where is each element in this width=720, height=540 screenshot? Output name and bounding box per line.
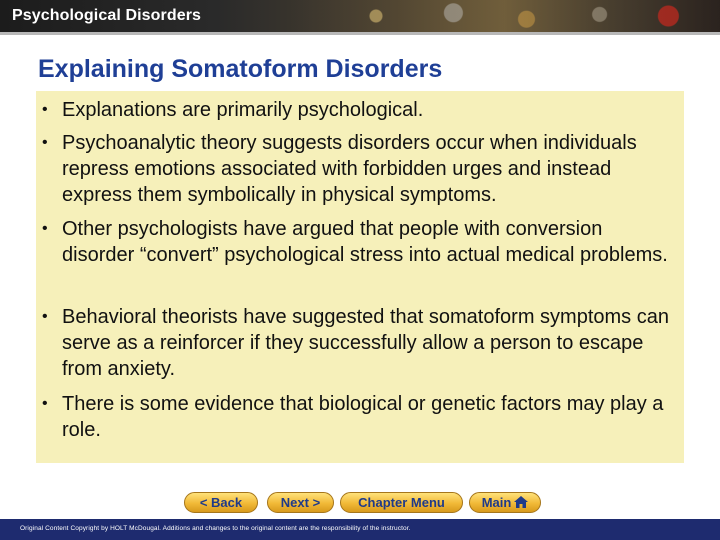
bullet-item (42, 97, 672, 123)
bullet-dot: • (42, 220, 48, 237)
main-button-label: Main (481, 495, 512, 510)
bullet-item (42, 130, 672, 208)
header-decoration (290, 0, 720, 32)
next-button[interactable]: Next > (267, 492, 334, 513)
bullet-text: There is some evidence that biological or genetic factors may play a role. (62, 393, 664, 441)
chapter-menu-button[interactable]: Chapter Menu (340, 492, 463, 513)
header-bar (0, 0, 720, 32)
bullet-text: Other psychologists have argued that people with conversion disorder “convert” psychological stress into actual medical problems. (62, 218, 668, 266)
bullet-text: Psychoanalytic theory suggests disorders occur when individuals repress emotions associated with forbidden urges and instead express them symbolically in physical symptoms. (62, 132, 637, 206)
slide-title: Explaining Somatoform Disorders (38, 55, 443, 83)
back-button[interactable]: < Back (184, 492, 258, 513)
home-icon (514, 494, 528, 506)
header-title: Psychological Disorders (12, 7, 202, 24)
footer-bar (0, 519, 720, 540)
bullet-dot: • (42, 134, 48, 151)
bullet-dot: • (42, 101, 48, 118)
main-button[interactable] (469, 492, 541, 513)
footer-copyright: Original Content Copyright by HOLT McDougal. Additions and changes to the original content are the responsibility of the instructor. (20, 525, 411, 532)
bullet-item (42, 304, 672, 382)
content-box (36, 91, 684, 463)
bullet-text: Behavioral theorists have suggested that somatoform symptoms can serve as a reinforcer if they successfully allow a person to escape from anxiety. (62, 306, 669, 380)
bullet-dot: • (42, 308, 48, 325)
navigation-bar (0, 492, 720, 514)
bullet-dot: • (42, 395, 48, 412)
bullet-text: Explanations are primarily psychological. (62, 99, 424, 121)
header-divider (0, 32, 720, 35)
bullet-item (42, 216, 672, 268)
bullet-item (42, 391, 672, 443)
